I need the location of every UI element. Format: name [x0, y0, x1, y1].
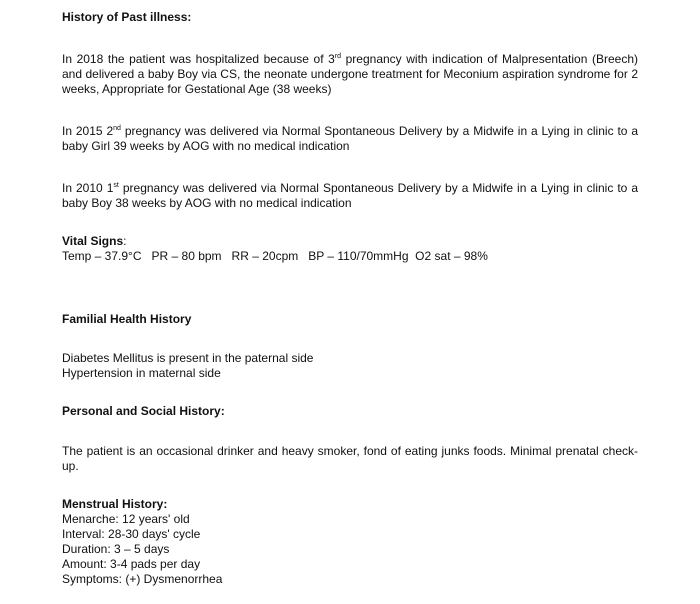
p2-text-end: pregnancy was delivered via Normal Spontaneous Delivery by a Midwife in a Lying in clinic to a baby Girl 39 weeks by AOG with no medical indication: [62, 124, 639, 153]
familial-line-1: Diabetes Mellitus is present in the paternal side: [62, 351, 314, 365]
familial-heading: Familial Health History: [62, 312, 192, 326]
vital-signs-colon: :: [123, 234, 127, 248]
menstrual-menarche: Menarche: 12 years' old: [62, 512, 190, 526]
personal-social-text: The patient is an occasional drinker and heavy smoker, fond of eating junks foods. Minimal prenatal check-up.: [62, 444, 638, 473]
past-illness-paragraph-2010: [62, 181, 638, 211]
personal-social-section: [62, 404, 638, 419]
past-illness-section: [62, 10, 638, 25]
menstrual-section: [62, 497, 638, 587]
p2-text-start: In 2015 2: [62, 124, 114, 138]
p1-text-start: In 2018 the patient was hospitalized because of 3: [62, 52, 335, 66]
familial-section: [62, 312, 638, 327]
familial-list: [62, 351, 638, 381]
menstrual-amount: Amount: 3-4 pads per day: [62, 557, 201, 571]
vital-signs-heading: Vital Signs: [62, 234, 124, 248]
p3-text-start: In 2010 1: [62, 181, 114, 195]
menstrual-interval: Interval: 28-30 days' cycle: [62, 527, 201, 541]
past-illness-paragraph-2018: [62, 52, 638, 97]
p3-superscript: st: [113, 182, 119, 189]
past-illness-paragraph-2015: [62, 124, 638, 154]
personal-social-text-block: [62, 444, 638, 474]
menstrual-heading: Menstrual History:: [62, 497, 168, 511]
vital-signs-section: [62, 234, 638, 264]
p1-superscript: rd: [334, 53, 342, 60]
personal-social-heading: Personal and Social History:: [62, 404, 225, 418]
menstrual-duration: Duration: 3 – 5 days: [62, 542, 170, 556]
past-illness-heading: History of Past illness:: [62, 10, 192, 24]
p1-text-end: pregnancy with indication of Malpresentation (Breech) and delivered a baby Boy via CS, the neonate undergone treatment for Meconium aspiration syndrome for 2 weeks, Appropriate for Gestational Age (38 weeks): [62, 52, 638, 96]
familial-line-2: Hypertension in maternal side: [62, 366, 221, 380]
p3-text-end: pregnancy was delivered via Normal Spontaneous Delivery by a Midwife in a Lying in clinic to a baby Boy 38 weeks by AOG with no medical indication: [62, 181, 639, 210]
p2-superscript: nd: [113, 125, 121, 132]
vital-signs-values: Temp – 37.9°C PR – 80 bpm RR – 20cpm BP – 110/70mmHg O2 sat – 98%: [62, 249, 488, 263]
menstrual-symptoms: Symptoms: (+) Dysmenorrhea: [62, 572, 223, 586]
